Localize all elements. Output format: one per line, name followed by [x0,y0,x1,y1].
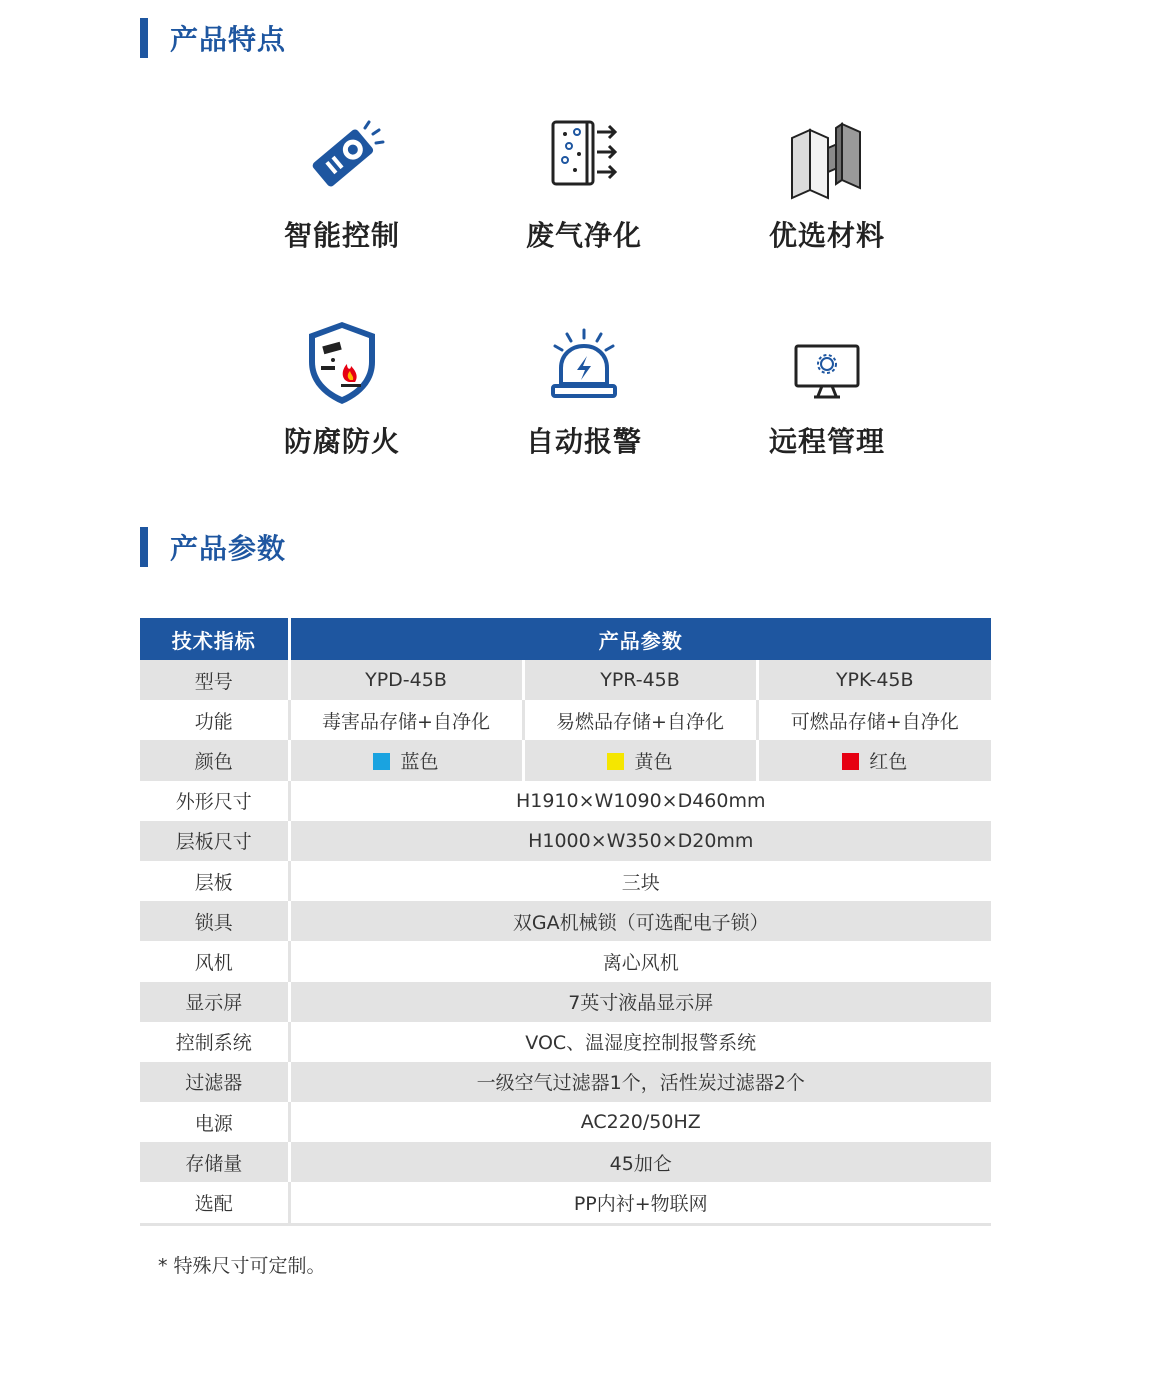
feature-material [737,112,917,254]
yellow-swatch [607,753,624,770]
row-label: 显示屏 [140,982,289,1022]
table-row [140,1142,991,1182]
function-value: 易燃品存储+自净化 [523,700,757,740]
row-label: 功能 [140,700,289,740]
feature-alarm [494,318,674,460]
table-row [140,1022,991,1062]
feature-label: 优选材料 [768,219,885,252]
color-cell-blue [289,740,523,780]
header-tech-index: 技术指标 [140,618,289,660]
model-ypr: YPR-45B [523,660,757,700]
table-row [140,901,991,941]
blue-swatch [373,753,390,770]
model-ypd: YPD-45B [289,660,523,700]
row-value: 双GA机械锁（可选配电子锁） [289,901,991,941]
color-text: 红色 [869,750,908,773]
anticorrosion-fireproof-icon [297,318,387,408]
row-value: 7英寸液晶显示屏 [289,982,991,1022]
color-text: 黄色 [634,750,673,773]
row-value: H1000×W350×D20mm [289,821,991,861]
row-label: 电源 [140,1102,289,1142]
title-accent-bar [140,18,148,58]
feature-remote-management [737,318,917,460]
table-row [140,982,991,1022]
color-cell-red [757,740,991,780]
color-text: 蓝色 [400,750,439,773]
row-label: 风机 [140,941,289,981]
table-row [140,1102,991,1142]
table-row [140,821,991,861]
row-label: 颜色 [140,740,289,780]
model-ypk: YPK-45B [757,660,991,700]
feature-label: 自动报警 [525,425,642,458]
feature-anticorrosion-fireproof [252,318,432,460]
feature-label: 废气净化 [525,219,642,252]
function-value: 可燃品存储+自净化 [757,700,991,740]
params-title-text: 产品参数 [170,532,287,565]
feature-label: 远程管理 [768,425,885,458]
row-label: 控制系统 [140,1022,289,1062]
table-row [140,781,991,821]
features-section-title [140,18,286,58]
alarm-icon [539,318,629,408]
feature-label: 智能控制 [283,219,400,252]
feature-exhaust-purification [494,112,674,254]
table-row-model [140,660,991,700]
row-label: 过滤器 [140,1062,289,1102]
row-value: 离心风机 [289,941,991,981]
feature-smart-control [252,112,432,254]
row-label: 外形尺寸 [140,781,289,821]
row-label: 存储量 [140,1142,289,1182]
row-value: 45加仑 [289,1142,991,1182]
table-row [140,1182,991,1224]
row-value: AC220/50HZ [289,1102,991,1142]
title-accent-bar [140,527,148,567]
spec-table [140,618,991,1226]
table-header-row [140,618,991,660]
table-row-function [140,700,991,740]
features-title-text: 产品特点 [170,23,287,56]
function-value: 毒害品存储+自净化 [289,700,523,740]
exhaust-purification-icon [539,112,629,202]
table-row [140,941,991,981]
row-label: 层板尺寸 [140,821,289,861]
row-label: 选配 [140,1182,289,1224]
red-swatch [842,753,859,770]
color-cell-yellow [523,740,757,780]
row-value: H1910×W1090×D460mm [289,781,991,821]
row-value: 三块 [289,861,991,901]
header-product-params: 产品参数 [289,618,991,660]
row-value: VOC、温湿度控制报警系统 [289,1022,991,1062]
remote-management-icon [782,318,872,408]
row-value: PP内衬+物联网 [289,1182,991,1224]
row-label: 锁具 [140,901,289,941]
row-label: 层板 [140,861,289,901]
footnote: * 特殊尺寸可定制。 [158,1255,326,1277]
table-row-color [140,740,991,780]
row-label: 型号 [140,660,289,700]
params-section-title [140,527,286,567]
row-value: 一级空气过滤器1个，活性炭过滤器2个 [289,1062,991,1102]
smart-control-icon [297,112,387,202]
feature-label: 防腐防火 [283,425,400,458]
material-icon [782,112,872,202]
table-row [140,861,991,901]
table-row [140,1062,991,1102]
